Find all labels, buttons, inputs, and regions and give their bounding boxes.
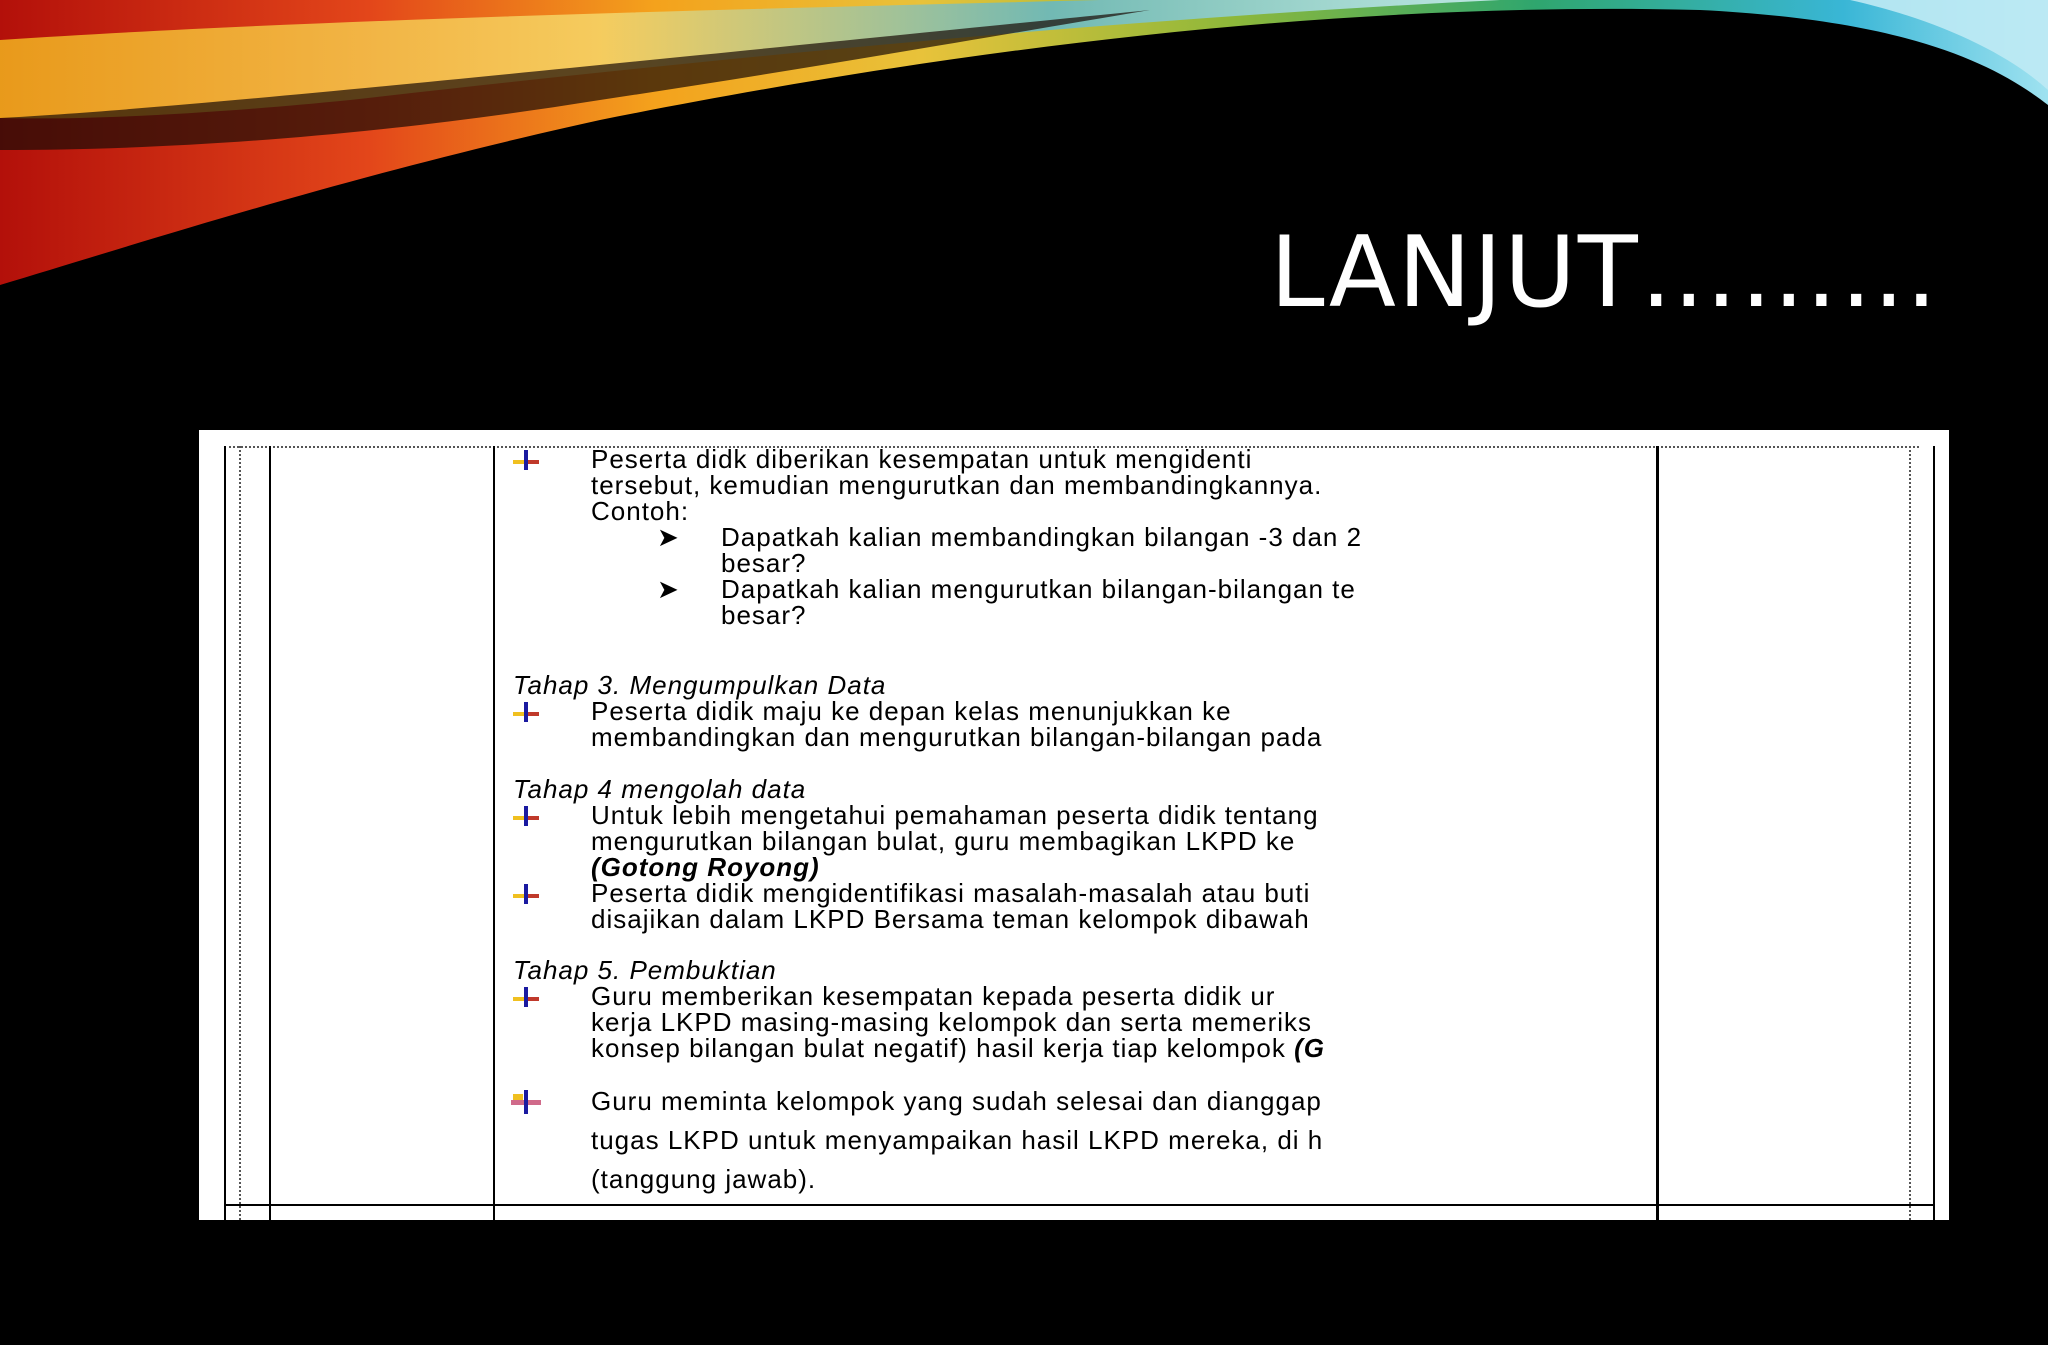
text-line: tersebut, kemudian mengurutkan dan membandingkannya. <box>591 470 1323 500</box>
text-line: besar? <box>721 600 807 630</box>
text-line: (tanggung jawab). <box>591 1164 817 1194</box>
table-outer-right-border <box>1933 446 1935 1220</box>
table-inner-dotted-right <box>1909 446 1911 1220</box>
plus-bullet-icon <box>509 446 543 472</box>
plus-bullet-icon <box>509 1088 543 1114</box>
document-content: Peserta didk diberikan kesempatan untuk mengidenti tersebut, kemudian mengurutkan dan membandingkannya. Contoh: ➤ Dapatkah kalian membandingkan bilangan -3 dan 2 besar? ➤ Dapatkah kalian mengurutkan bilangan-bilangan te besar? Tahap 3. Mengumpulkan Data Peserta didik maju ke depan kelas menunjukkan ke membandingkan dan mengurutkan bilangan-bilangan pada Tahap 4 mengolah data Untuk lebih mengetahui pemahaman peserta didik tentang mengurutkan bilangan bulat, guru membagikan LKPD ke (Gotong Royong) Peserta didik mengidentifikasi masalah-masalah atau buti disajikan dalam LKPD Bersama teman kelompok dibawah Tahap 5. Pembuktian Guru memberikan kesempatan kepada peserta didik ur kerja LKPD masing-masing kelompok dan serta memeriks konsep bilangan bulat negatif) hasil kerja tiap kelompok (G Guru meminta kelompok yang sudah selesai dan dianggap tugas LKPD untuk menyampaikan hasil LKPD mereka, di h (tanggung jawab). <box>509 446 1669 1220</box>
text-line: besar? <box>721 548 807 578</box>
plus-bullet-icon <box>509 802 543 828</box>
text-line: konsep bilangan bulat negatif) hasil kerja tiap kelompok (G <box>591 1033 1325 1063</box>
text-line: membandingkan dan mengurutkan bilangan-bilangan pada <box>591 722 1323 752</box>
text-line: Contoh: <box>591 496 690 526</box>
text-line: mengurutkan bilangan bulat, guru membagikan LKPD ke <box>591 826 1296 856</box>
arrow-bullet-icon: ➤ <box>657 522 680 552</box>
stage-heading: Tahap 4 mengolah data <box>513 774 807 804</box>
document-screenshot <box>199 430 1949 1220</box>
plus-bullet-icon <box>509 698 543 724</box>
text-line: kerja LKPD masing-masing kelompok dan serta memeriks <box>591 1007 1313 1037</box>
table-outer-left-border <box>224 446 226 1220</box>
text-line: disajikan dalam LKPD Bersama teman kelompok dibawah <box>591 904 1310 934</box>
table-inner-dotted-left <box>239 446 241 1220</box>
table-column-border <box>269 446 271 1220</box>
slide-title: LANJUT……… <box>1270 216 1940 330</box>
stage-heading: Tahap 3. Mengumpulkan Data <box>513 670 887 700</box>
text-line: (Gotong Royong) <box>591 852 820 882</box>
arrow-bullet-icon: ➤ <box>657 574 680 604</box>
plus-bullet-icon <box>509 880 543 906</box>
text-line: tugas LKPD untuk menyampaikan hasil LKPD mereka, di h <box>591 1125 1324 1155</box>
plus-bullet-icon <box>509 983 543 1009</box>
stage-heading: Tahap 5. Pembuktian <box>513 955 777 985</box>
table-column-border <box>493 446 495 1220</box>
